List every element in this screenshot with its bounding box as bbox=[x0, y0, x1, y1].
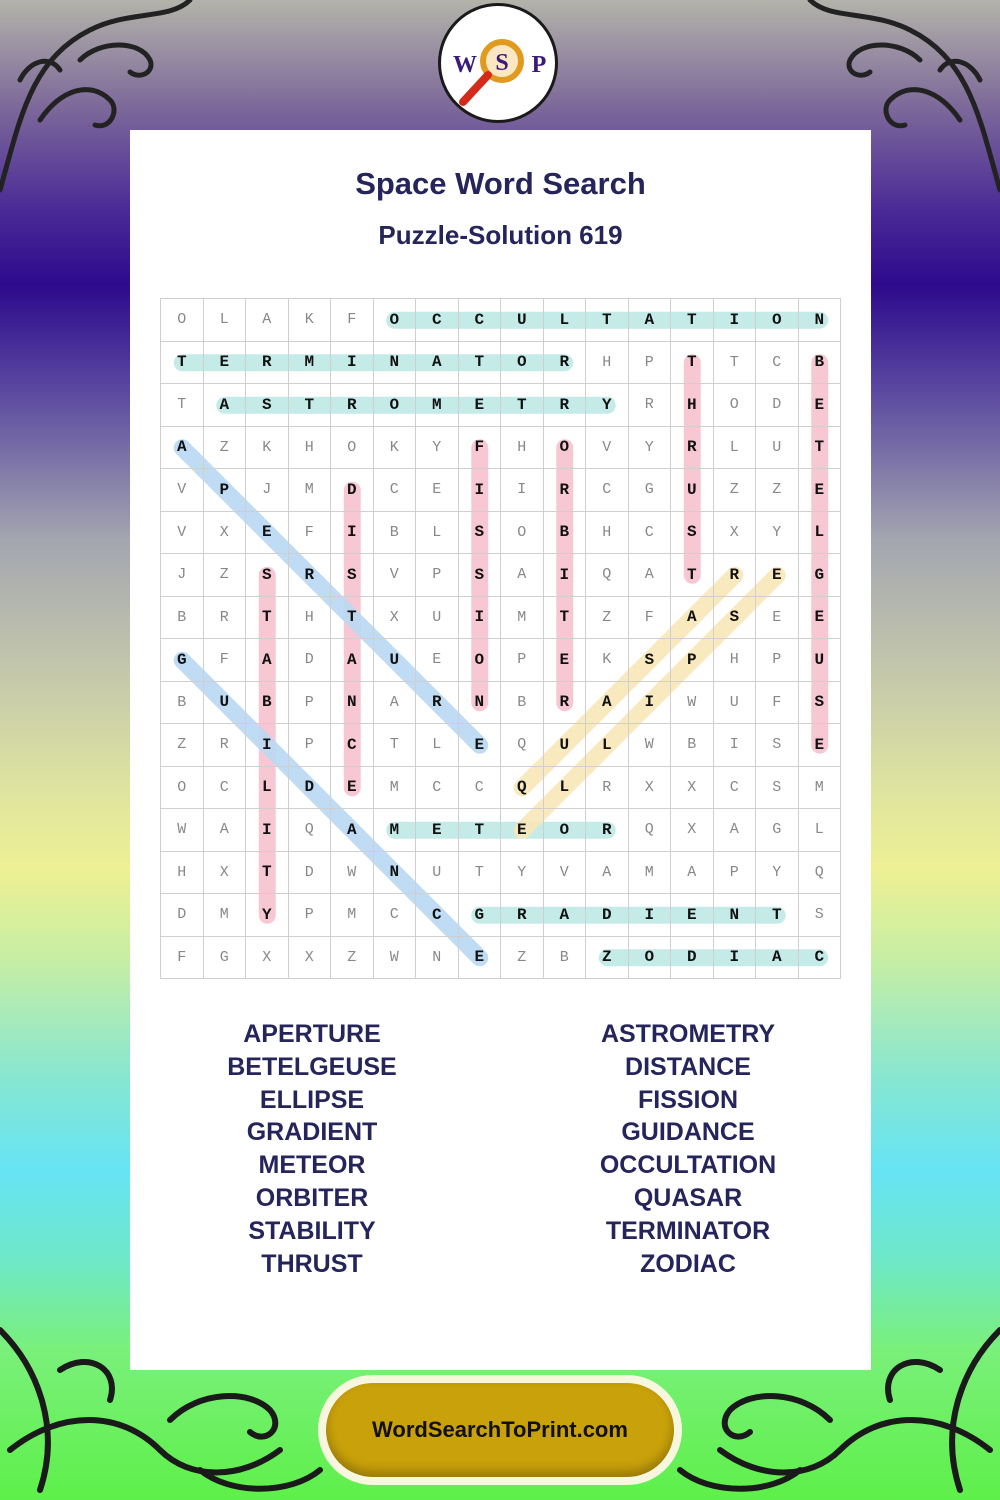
grid-cell[interactable]: U bbox=[416, 852, 459, 895]
grid-cell[interactable]: R bbox=[246, 342, 289, 385]
grid-cell[interactable]: I bbox=[246, 809, 289, 852]
grid-cell[interactable]: X bbox=[204, 512, 247, 555]
grid-cell[interactable]: U bbox=[204, 682, 247, 725]
grid-cell[interactable]: C bbox=[331, 724, 374, 767]
grid-cell[interactable]: Y bbox=[586, 384, 629, 427]
grid-cell[interactable]: M bbox=[204, 894, 247, 937]
wsp-logo bbox=[438, 3, 558, 123]
grid-cell[interactable]: T bbox=[756, 894, 799, 937]
grid-cell[interactable]: M bbox=[374, 767, 417, 810]
grid-cell[interactable]: W bbox=[629, 724, 672, 767]
grid-cell[interactable]: T bbox=[671, 554, 714, 597]
grid-cell[interactable]: R bbox=[289, 554, 332, 597]
grid-cell[interactable]: Y bbox=[501, 852, 544, 895]
grid-cell[interactable]: B bbox=[799, 342, 842, 385]
grid-cell[interactable]: V bbox=[586, 427, 629, 470]
grid-cell[interactable]: U bbox=[374, 639, 417, 682]
grid-cell[interactable]: P bbox=[204, 469, 247, 512]
grid-cell[interactable]: T bbox=[246, 597, 289, 640]
grid-cell[interactable]: A bbox=[161, 427, 204, 470]
grid-cell[interactable]: E bbox=[799, 597, 842, 640]
grid-cell[interactable]: U bbox=[799, 639, 842, 682]
grid-cell[interactable]: O bbox=[374, 384, 417, 427]
grid-cell[interactable]: T bbox=[289, 384, 332, 427]
grid-cell[interactable]: C bbox=[586, 469, 629, 512]
grid-cell[interactable]: M bbox=[629, 852, 672, 895]
grid-cell[interactable]: D bbox=[756, 384, 799, 427]
grid-cell[interactable]: Z bbox=[756, 469, 799, 512]
grid-cell[interactable]: I bbox=[331, 342, 374, 385]
grid-cell[interactable]: C bbox=[374, 894, 417, 937]
grid-cell[interactable]: K bbox=[246, 427, 289, 470]
word-list-left bbox=[162, 1018, 462, 1280]
grid-cell[interactable]: O bbox=[501, 512, 544, 555]
grid-cell[interactable]: R bbox=[714, 554, 757, 597]
grid-cell[interactable]: T bbox=[671, 299, 714, 342]
grid-cell[interactable]: X bbox=[629, 767, 672, 810]
grid-cell[interactable]: I bbox=[501, 469, 544, 512]
puzzle-title: Space Word Search bbox=[355, 166, 646, 201]
grid-cell[interactable]: E bbox=[799, 724, 842, 767]
grid-cell[interactable]: T bbox=[544, 597, 587, 640]
grid-cell[interactable]: X bbox=[289, 937, 332, 980]
grid-cell[interactable]: G bbox=[204, 937, 247, 980]
grid-cell[interactable]: P bbox=[289, 724, 332, 767]
word-list-right bbox=[538, 1018, 838, 1280]
grid-cell[interactable]: R bbox=[544, 384, 587, 427]
grid-cell[interactable]: R bbox=[671, 427, 714, 470]
grid-cell[interactable]: R bbox=[331, 384, 374, 427]
grid-cell[interactable]: W bbox=[161, 809, 204, 852]
grid-cell[interactable]: Q bbox=[501, 767, 544, 810]
grid-cell[interactable]: D bbox=[289, 852, 332, 895]
grid-cell[interactable]: H bbox=[714, 639, 757, 682]
grid-cell[interactable]: E bbox=[459, 384, 502, 427]
grid-cell[interactable]: N bbox=[714, 894, 757, 937]
grid-cell[interactable]: R bbox=[586, 767, 629, 810]
grid-cell[interactable]: T bbox=[501, 384, 544, 427]
grid-cell[interactable]: C bbox=[374, 469, 417, 512]
grid-cell[interactable]: L bbox=[799, 809, 842, 852]
word-list-item: QUASAR bbox=[633, 1183, 743, 1212]
footer-badge[interactable] bbox=[318, 1375, 682, 1485]
grid-cell[interactable]: A bbox=[416, 342, 459, 385]
grid-cell[interactable]: I bbox=[331, 512, 374, 555]
grid-cell[interactable]: A bbox=[246, 639, 289, 682]
grid-cell[interactable]: U bbox=[416, 597, 459, 640]
grid-cell[interactable]: L bbox=[204, 299, 247, 342]
grid-cell[interactable]: O bbox=[629, 937, 672, 980]
grid-cell[interactable]: S bbox=[246, 384, 289, 427]
grid-cell[interactable]: Z bbox=[586, 937, 629, 980]
grid-cell[interactable]: T bbox=[161, 384, 204, 427]
grid-cell[interactable]: E bbox=[416, 639, 459, 682]
grid-cell[interactable]: C bbox=[459, 767, 502, 810]
logo-letter-p: P bbox=[531, 52, 547, 78]
grid-cell[interactable]: B bbox=[544, 937, 587, 980]
grid-cell[interactable]: T bbox=[586, 299, 629, 342]
grid-cell[interactable]: R bbox=[544, 342, 587, 385]
grid-cell[interactable]: I bbox=[459, 469, 502, 512]
grid-cell[interactable]: Y bbox=[629, 427, 672, 470]
grid-cell[interactable]: H bbox=[289, 427, 332, 470]
grid-cell[interactable]: N bbox=[416, 937, 459, 980]
grid-cell[interactable]: B bbox=[374, 512, 417, 555]
grid-cell[interactable]: X bbox=[374, 597, 417, 640]
word-list-item: TERMINATOR bbox=[605, 1216, 771, 1245]
grid-cell[interactable]: F bbox=[459, 427, 502, 470]
grid-cell[interactable]: I bbox=[629, 894, 672, 937]
grid-cell[interactable]: T bbox=[714, 342, 757, 385]
grid-cell[interactable]: O bbox=[756, 299, 799, 342]
grid-cell[interactable]: I bbox=[714, 724, 757, 767]
grid-cell[interactable]: P bbox=[416, 554, 459, 597]
grid-cell[interactable]: Y bbox=[246, 894, 289, 937]
grid-cell[interactable]: S bbox=[756, 724, 799, 767]
grid-cell[interactable]: L bbox=[544, 767, 587, 810]
grid-cell[interactable]: S bbox=[714, 597, 757, 640]
grid-cell[interactable]: S bbox=[246, 554, 289, 597]
grid-cell[interactable]: B bbox=[246, 682, 289, 725]
grid-cell[interactable]: O bbox=[544, 809, 587, 852]
grid-cell[interactable]: G bbox=[799, 554, 842, 597]
grid-cell[interactable]: H bbox=[289, 597, 332, 640]
grid-cell[interactable]: O bbox=[161, 299, 204, 342]
grid-cell[interactable]: B bbox=[671, 724, 714, 767]
grid-cell[interactable]: E bbox=[459, 937, 502, 980]
grid-cell[interactable]: P bbox=[501, 639, 544, 682]
grid-cell[interactable]: T bbox=[246, 852, 289, 895]
grid-cell[interactable]: Y bbox=[416, 427, 459, 470]
grid-cell[interactable]: H bbox=[671, 384, 714, 427]
grid-cell[interactable]: X bbox=[714, 512, 757, 555]
grid-cell[interactable]: S bbox=[331, 554, 374, 597]
grid-cell[interactable]: V bbox=[544, 852, 587, 895]
grid-cell[interactable]: C bbox=[459, 299, 502, 342]
grid-cell[interactable]: R bbox=[586, 809, 629, 852]
grid-cell[interactable]: G bbox=[161, 639, 204, 682]
grid-cell[interactable]: Z bbox=[501, 937, 544, 980]
grid-cell[interactable]: N bbox=[459, 682, 502, 725]
grid-cell[interactable]: J bbox=[246, 469, 289, 512]
grid-cell[interactable]: E bbox=[416, 809, 459, 852]
grid-cell[interactable]: U bbox=[756, 427, 799, 470]
grid-cell[interactable]: Z bbox=[586, 597, 629, 640]
grid-cell[interactable]: A bbox=[246, 299, 289, 342]
grid-cell[interactable]: F bbox=[289, 512, 332, 555]
grid-cell[interactable]: E bbox=[799, 384, 842, 427]
grid-cell[interactable]: K bbox=[586, 639, 629, 682]
grid-cell[interactable]: T bbox=[161, 342, 204, 385]
grid-cell[interactable]: P bbox=[289, 682, 332, 725]
grid-cell[interactable]: P bbox=[629, 342, 672, 385]
grid-cell[interactable]: M bbox=[501, 597, 544, 640]
grid-cell[interactable]: I bbox=[544, 554, 587, 597]
grid-cell[interactable]: R bbox=[501, 894, 544, 937]
grid-cell[interactable]: A bbox=[671, 852, 714, 895]
puzzle-subtitle: Puzzle-Solution 619 bbox=[378, 220, 623, 250]
grid-cell[interactable]: M bbox=[374, 809, 417, 852]
grid-cell[interactable]: A bbox=[544, 894, 587, 937]
grid-cell[interactable]: E bbox=[671, 894, 714, 937]
grid-cell[interactable]: L bbox=[416, 724, 459, 767]
logo-letter-s: S bbox=[495, 50, 509, 76]
grid-cell[interactable]: U bbox=[714, 682, 757, 725]
grid-cell[interactable]: Z bbox=[204, 554, 247, 597]
grid-cell[interactable]: Q bbox=[586, 554, 629, 597]
grid-cell[interactable]: V bbox=[161, 512, 204, 555]
grid-cell[interactable]: S bbox=[459, 512, 502, 555]
grid-cell[interactable]: R bbox=[204, 597, 247, 640]
grid-cell[interactable]: W bbox=[331, 852, 374, 895]
grid-cell[interactable]: U bbox=[501, 299, 544, 342]
letter-grid bbox=[160, 298, 841, 979]
logo-letter-w: W bbox=[453, 52, 477, 78]
grid-cell[interactable]: N bbox=[799, 299, 842, 342]
grid-cell[interactable]: C bbox=[416, 767, 459, 810]
grid-cell[interactable]: S bbox=[629, 639, 672, 682]
grid-cell[interactable]: X bbox=[246, 937, 289, 980]
grid-cell[interactable]: N bbox=[331, 682, 374, 725]
grid-cell[interactable]: X bbox=[204, 852, 247, 895]
word-list-item: OCCULTATION bbox=[599, 1151, 777, 1180]
grid-cell[interactable]: I bbox=[246, 724, 289, 767]
grid-cell[interactable]: O bbox=[374, 299, 417, 342]
grid-cell[interactable]: L bbox=[544, 299, 587, 342]
grid-cell[interactable]: D bbox=[289, 767, 332, 810]
grid-cell[interactable]: Z bbox=[714, 469, 757, 512]
grid-cell[interactable]: A bbox=[374, 682, 417, 725]
grid-cell[interactable]: T bbox=[671, 342, 714, 385]
grid-cell[interactable]: M bbox=[289, 342, 332, 385]
grid-cell[interactable]: L bbox=[714, 427, 757, 470]
grid-cell[interactable]: O bbox=[544, 427, 587, 470]
grid-cell[interactable]: I bbox=[629, 682, 672, 725]
grid-cell[interactable]: O bbox=[714, 384, 757, 427]
grid-cell[interactable]: S bbox=[671, 512, 714, 555]
word-list-item: ASTROMETRY bbox=[600, 1020, 776, 1048]
grid-cell[interactable]: Y bbox=[756, 512, 799, 555]
word-list-item: ORBITER bbox=[255, 1183, 369, 1212]
grid-cell[interactable]: E bbox=[756, 554, 799, 597]
grid-cell[interactable]: W bbox=[374, 937, 417, 980]
grid-cell[interactable]: Y bbox=[756, 852, 799, 895]
grid-cell[interactable]: A bbox=[586, 852, 629, 895]
grid-cell[interactable]: E bbox=[501, 809, 544, 852]
word-list-item: METEOR bbox=[258, 1151, 366, 1180]
word-list-item: GRADIENT bbox=[246, 1118, 378, 1147]
grid-cell[interactable]: T bbox=[459, 809, 502, 852]
grid-cell[interactable]: S bbox=[756, 767, 799, 810]
grid-cell[interactable]: T bbox=[331, 597, 374, 640]
grid-cell[interactable]: O bbox=[459, 639, 502, 682]
footer-button[interactable] bbox=[326, 1383, 674, 1477]
grid-cell[interactable]: D bbox=[161, 894, 204, 937]
word-list-item: THRUST bbox=[261, 1249, 363, 1278]
grid-cell[interactable]: L bbox=[799, 512, 842, 555]
grid-cell[interactable]: O bbox=[331, 427, 374, 470]
grid-cell[interactable]: C bbox=[416, 299, 459, 342]
grid-cell[interactable]: T bbox=[374, 724, 417, 767]
grid-cell[interactable]: G bbox=[459, 894, 502, 937]
grid-cell[interactable]: Z bbox=[161, 724, 204, 767]
grid-cell[interactable]: D bbox=[671, 937, 714, 980]
word-list-item: GUIDANCE bbox=[621, 1118, 755, 1147]
grid-cell[interactable]: E bbox=[756, 597, 799, 640]
grid-cell[interactable]: K bbox=[289, 299, 332, 342]
grid-cell[interactable]: A bbox=[204, 809, 247, 852]
grid-cell[interactable]: D bbox=[289, 639, 332, 682]
grid-cell[interactable]: Z bbox=[204, 427, 247, 470]
grid-cell[interactable]: E bbox=[246, 512, 289, 555]
grid-cell[interactable]: V bbox=[161, 469, 204, 512]
grid-cell[interactable]: X bbox=[671, 809, 714, 852]
grid-cell[interactable]: A bbox=[331, 809, 374, 852]
grid-cell[interactable]: A bbox=[331, 639, 374, 682]
grid-cell[interactable]: E bbox=[544, 639, 587, 682]
grid-cell[interactable]: F bbox=[161, 937, 204, 980]
grid-cell[interactable]: A bbox=[501, 554, 544, 597]
grid-cell[interactable]: T bbox=[459, 852, 502, 895]
grid-cell[interactable]: O bbox=[161, 767, 204, 810]
puzzle-card bbox=[130, 130, 871, 1370]
grid-cell[interactable]: D bbox=[331, 469, 374, 512]
grid-cell[interactable]: M bbox=[416, 384, 459, 427]
grid-cell[interactable]: F bbox=[629, 597, 672, 640]
grid-cell[interactable]: A bbox=[714, 809, 757, 852]
word-list-item: BETELGEUSE bbox=[227, 1052, 397, 1081]
grid-cell[interactable]: G bbox=[629, 469, 672, 512]
grid-cell[interactable]: B bbox=[544, 512, 587, 555]
grid-cell[interactable]: J bbox=[161, 554, 204, 597]
grid-cell[interactable]: T bbox=[459, 342, 502, 385]
grid-cell[interactable]: M bbox=[331, 894, 374, 937]
grid-cell[interactable]: K bbox=[374, 427, 417, 470]
grid-cell[interactable]: C bbox=[799, 937, 842, 980]
grid-cell[interactable]: A bbox=[586, 682, 629, 725]
grid-cell[interactable]: Q bbox=[799, 852, 842, 895]
grid-cell[interactable]: W bbox=[671, 682, 714, 725]
grid-cell[interactable]: P bbox=[756, 639, 799, 682]
grid-cell[interactable]: F bbox=[756, 682, 799, 725]
grid-cell[interactable]: Q bbox=[629, 809, 672, 852]
grid-cell[interactable]: C bbox=[756, 342, 799, 385]
grid-cell[interactable]: G bbox=[756, 809, 799, 852]
grid-cell[interactable]: T bbox=[799, 427, 842, 470]
grid-cell[interactable]: A bbox=[629, 299, 672, 342]
grid-cell[interactable]: H bbox=[501, 427, 544, 470]
grid-cell[interactable]: L bbox=[586, 724, 629, 767]
grid-cell[interactable]: R bbox=[544, 469, 587, 512]
grid-cell[interactable]: E bbox=[799, 469, 842, 512]
grid-cell[interactable]: S bbox=[799, 894, 842, 937]
grid-cell[interactable]: D bbox=[586, 894, 629, 937]
grid-cell[interactable]: H bbox=[586, 342, 629, 385]
grid-cell[interactable]: B bbox=[161, 682, 204, 725]
grid-cell[interactable]: U bbox=[544, 724, 587, 767]
grid-cell[interactable]: S bbox=[799, 682, 842, 725]
grid-cell[interactable]: C bbox=[416, 894, 459, 937]
grid-cell[interactable]: E bbox=[416, 469, 459, 512]
grid-cell[interactable]: B bbox=[161, 597, 204, 640]
grid-cell[interactable]: E bbox=[204, 342, 247, 385]
word-list-item: ZODIAC bbox=[640, 1249, 736, 1278]
grid-cell[interactable]: Q bbox=[501, 724, 544, 767]
grid-cell[interactable]: R bbox=[416, 682, 459, 725]
grid-cell[interactable]: R bbox=[544, 682, 587, 725]
grid-cell[interactable]: P bbox=[671, 639, 714, 682]
grid-cell[interactable]: A bbox=[671, 597, 714, 640]
grid-cell[interactable]: I bbox=[459, 597, 502, 640]
grid-cell[interactable]: L bbox=[246, 767, 289, 810]
grid-cell[interactable]: L bbox=[416, 512, 459, 555]
grid-cell[interactable]: R bbox=[204, 724, 247, 767]
grid-cell[interactable]: I bbox=[714, 937, 757, 980]
grid-cell[interactable]: C bbox=[204, 767, 247, 810]
grid-cell[interactable]: H bbox=[161, 852, 204, 895]
grid-cell[interactable]: M bbox=[799, 767, 842, 810]
grid-cell[interactable]: V bbox=[374, 554, 417, 597]
grid-cell[interactable]: E bbox=[331, 767, 374, 810]
grid-cell[interactable]: P bbox=[289, 894, 332, 937]
grid-cell[interactable]: U bbox=[671, 469, 714, 512]
word-list-item: STABILITY bbox=[248, 1216, 376, 1245]
footer-site-link[interactable]: WordSearchToPrint.com bbox=[372, 1417, 628, 1442]
grid-cell[interactable]: M bbox=[289, 469, 332, 512]
grid-cell[interactable]: B bbox=[501, 682, 544, 725]
grid-cell[interactable]: Q bbox=[289, 809, 332, 852]
grid-cell[interactable]: F bbox=[204, 639, 247, 682]
grid-cell[interactable]: E bbox=[459, 724, 502, 767]
grid-cell[interactable]: N bbox=[374, 852, 417, 895]
word-list-item: FISSION bbox=[637, 1085, 738, 1114]
grid-cell[interactable]: A bbox=[204, 384, 247, 427]
grid-cell[interactable]: A bbox=[756, 937, 799, 980]
grid-cell[interactable]: H bbox=[586, 512, 629, 555]
grid-cell[interactable]: A bbox=[629, 554, 672, 597]
word-list-item: ELLIPSE bbox=[259, 1085, 365, 1114]
grid-cell[interactable]: X bbox=[671, 767, 714, 810]
word-list-item: DISTANCE bbox=[625, 1052, 751, 1081]
grid-cell[interactable]: O bbox=[501, 342, 544, 385]
grid-cell[interactable]: S bbox=[459, 554, 502, 597]
word-list-item: APERTURE bbox=[243, 1020, 381, 1048]
grid-cell[interactable]: C bbox=[714, 767, 757, 810]
grid-cell[interactable]: P bbox=[714, 852, 757, 895]
grid-cell[interactable]: R bbox=[629, 384, 672, 427]
grid-cell[interactable]: C bbox=[629, 512, 672, 555]
grid-cell[interactable]: Z bbox=[331, 937, 374, 980]
grid-cell[interactable]: I bbox=[714, 299, 757, 342]
grid-cell[interactable]: N bbox=[374, 342, 417, 385]
grid-cell[interactable]: F bbox=[331, 299, 374, 342]
